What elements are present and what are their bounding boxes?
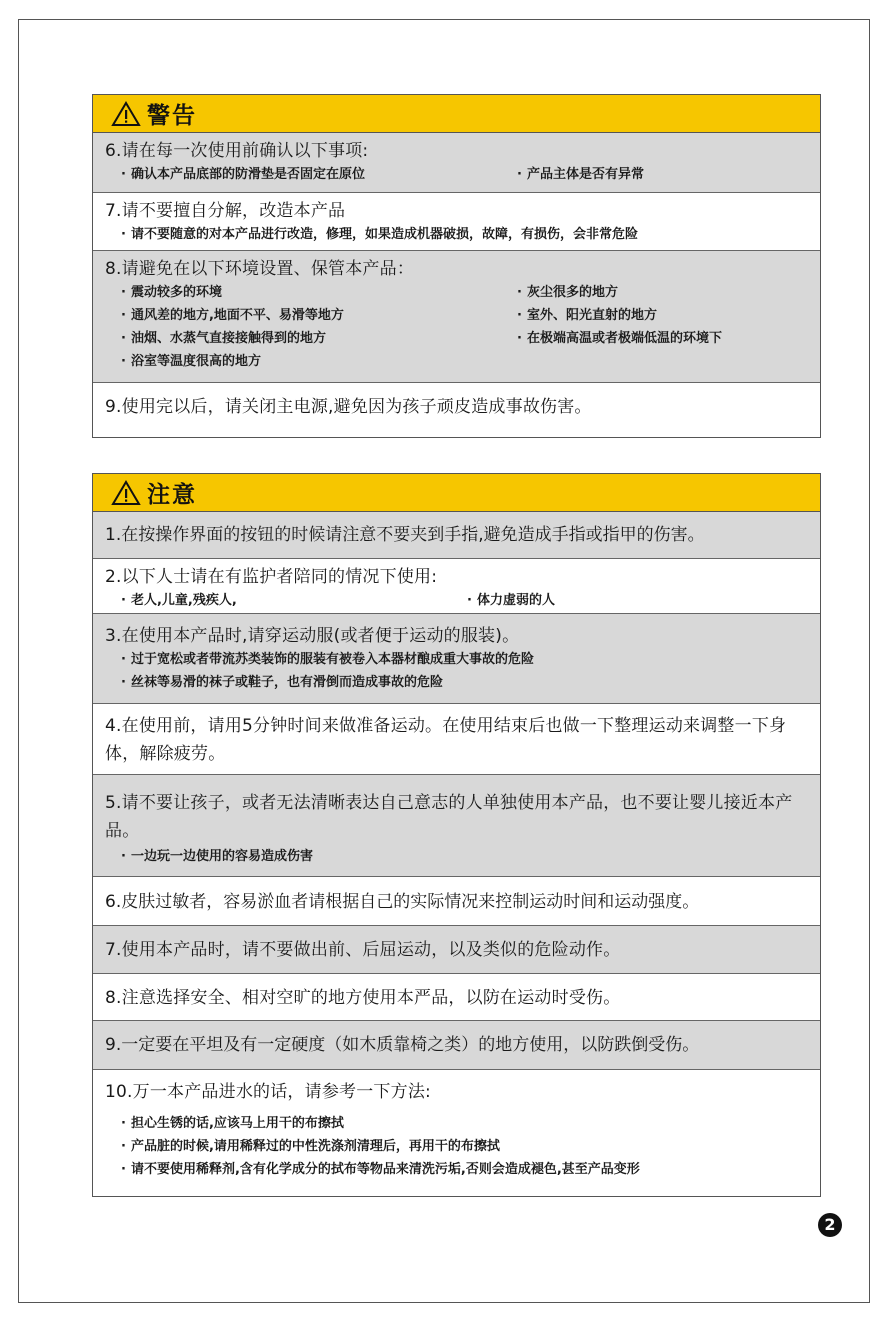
page-number-badge: 2 (818, 1213, 842, 1237)
notice-item-7 (93, 926, 820, 974)
warning-item-6 (93, 133, 820, 193)
item-title: 10.万一本产品进水的话，请参考一下方法: (105, 1082, 431, 1102)
bullet: · 体力虚弱的人 (451, 589, 555, 612)
item-title: 7.请不要擅自分解，改造本产品 (105, 201, 346, 221)
bullet: · 产品脏的时候,请用稀释过的中性洗涤剂清理后，再用干的布擦拭 (105, 1135, 810, 1158)
item-title: 6.请在每一次使用前确认以下事项: (105, 141, 369, 161)
bullet: · 浴室等温度很高的地方 (105, 350, 810, 373)
item-title: 4.在使用前，请用5分钟时间来做准备运动。在使用结束后也做一下整理运动来调整一下身体，解除疲劳。 (105, 716, 787, 764)
bullet: · 产品主体是否有异常 (501, 163, 644, 186)
item-title: 9.使用完以后，请关闭主电源,避免因为孩子顽皮造成事故伤害。 (105, 397, 592, 417)
bullet: · 老人,儿童,残疾人, (105, 589, 451, 612)
warning-item-8 (93, 251, 820, 383)
item-title: 2.以下人士请在有监护者陪同的情况下使用: (105, 567, 438, 587)
bullet: · 一边玩一边使用的容易造成伤害 (105, 845, 810, 868)
notice-item-9 (93, 1021, 820, 1070)
notice-section (92, 473, 821, 1197)
notice-item-2 (93, 559, 820, 614)
bullet: · 担心生锈的话,应该马上用干的布擦拭 (105, 1112, 810, 1135)
bullet: · 确认本产品底部的防滑垫是否固定在原位 (105, 163, 501, 186)
item-title: 8.注意选择安全、相对空旷的地方使用本严品，以防在运动时受伤。 (105, 988, 621, 1008)
item-title: 1.在按操作界面的按钮的时候请注意不要夹到手指,避免造成手指或指甲的伤害。 (105, 525, 705, 545)
warning-section (92, 94, 821, 438)
item-title: 6.皮肤过敏者，容易淤血者请根据自己的实际情况来控制运动时间和运动强度。 (105, 892, 700, 912)
bullet: · 灰尘很多的地方 (501, 281, 618, 304)
notice-item-1 (93, 512, 820, 559)
bullet: · 丝袜等易滑的袜子或鞋子，也有滑倒而造成事故的危险 (105, 671, 810, 694)
bullet: · 通风差的地方,地面不平、易滑等地方 (105, 304, 501, 327)
notice-item-3 (93, 614, 820, 704)
bullet: · 请不要使用稀释剂,含有化学成分的拭布等物品来清洗污垢,否则会造成褪色,甚至产品变形 (105, 1158, 810, 1181)
warning-triangle-icon (111, 101, 141, 127)
notice-item-4 (93, 704, 820, 775)
bullet: · 请不要随意的对本产品进行改造，修理，如果造成机器破损，故障，有损伤，会非常危险 (105, 223, 810, 246)
warning-item-7 (93, 193, 820, 251)
warning-triangle-icon (111, 480, 141, 506)
item-title: 5.请不要让孩子，或者无法清晰表达自己意志的人单独使用本产品，也不要让婴儿接近本产品。 (105, 793, 793, 841)
notice-item-5 (93, 775, 820, 877)
bullet: · 过于宽松或者带流苏类装饰的服装有被卷入本器材酿成重大事故的危险 (105, 648, 810, 671)
warning-header (93, 95, 820, 133)
bullet: · 在极端高温或者极端低温的环境下 (501, 327, 722, 350)
notice-item-6 (93, 877, 820, 926)
warning-title: 警告 (147, 103, 197, 129)
item-title: 3.在使用本产品时,请穿运动服(或者便于运动的服装)。 (105, 626, 520, 646)
bullet: · 室外、阳光直射的地方 (501, 304, 657, 327)
item-title: 8.请避免在以下环境设置、保管本产品： (105, 259, 415, 279)
bullet: · 震动较多的环境 (105, 281, 501, 304)
item-title: 9.一定要在平坦及有一定硬度（如木质靠椅之类）的地方使用，以防跌倒受伤。 (105, 1035, 700, 1055)
warning-item-9 (93, 383, 820, 437)
notice-title: 注意 (147, 482, 197, 508)
item-title: 7.使用本产品时，请不要做出前、后屈运动，以及类似的危险动作。 (105, 940, 621, 960)
notice-item-8 (93, 974, 820, 1021)
notice-item-10 (93, 1070, 820, 1198)
notice-header (93, 474, 820, 512)
bullet: · 油烟、水蒸气直接接触得到的地方 (105, 327, 501, 350)
